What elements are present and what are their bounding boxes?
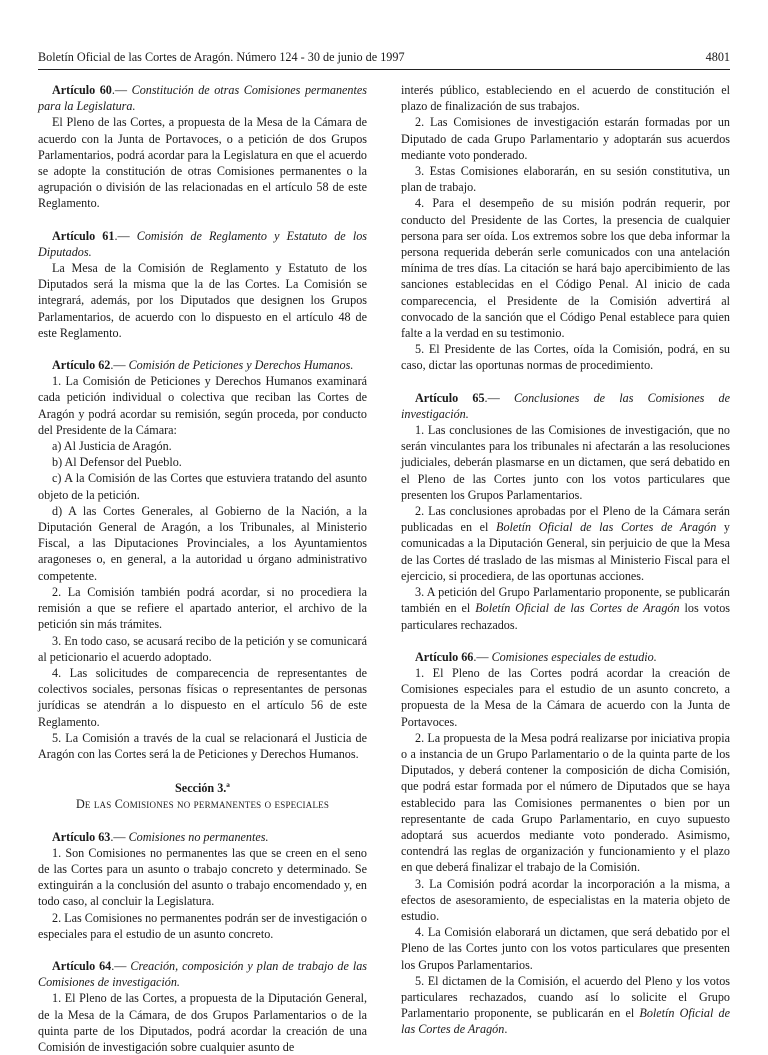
paragraph: 1. El Pleno de las Cortes, a propuesta de la Diputación General, de la Mesa de la Cámara, de dos Grupos Parlamentarios o de la quinta parte de los Diputados, podrá acordar la creación de una Comisión de investigación sobre cualquier asunto de xyxy=(38,991,367,1054)
article-heading: Artículo 60.— Constitución de otras Comisiones permanentes para la Legislatura. xyxy=(38,83,367,114)
article-heading: Artículo 65.— Conclusiones de las Comisiones de investigación. xyxy=(401,390,730,421)
section-heading xyxy=(38,780,367,812)
paragraph: d) A las Cortes Generales, al Gobierno de la Nación, a la Diputación General de Aragón, a los Tribunales, al Ministerio Fiscal, a las Diputaciones Provinciales, a los Ayuntamientos aragoneses o, en general, a la autoridad u órgano administrativo competente. xyxy=(38,503,367,583)
article-61 xyxy=(38,228,367,341)
paragraph: 5. La Comisión a través de la cual se relacionará el Justicia de Aragón con las Cortes será la de Peticiones y Derechos Humanos. xyxy=(38,730,367,761)
article-65 xyxy=(401,390,730,633)
paragraph: interés público, estableciendo en el acuerdo de constitución el plazo de finalización de sus trabajos. xyxy=(401,83,730,114)
paragraph: 3. Estas Comisiones elaborarán, en su sesión constitutiva, un plan de trabajo. xyxy=(401,164,730,195)
article-heading: Artículo 64.— Creación, composición y plan de trabajo de las Comisiones de investigación. xyxy=(38,958,367,990)
paragraph: 4. Las solicitudes de comparecencia de representantes de colectivos sociales, personas físicas o representantes de personas jurídicas se atendrán a lo dispuesto en el artículo 56 de este Reglamento. xyxy=(38,665,367,729)
left-column xyxy=(38,82,367,1055)
paragraph: La Mesa de la Comisión de Reglamento y Estatuto de los Diputados será la misma que la de las Cortes. La Comisión se integrará, además, por los Diputados que designen los Grupos Parlamentarios, de acuerdo con lo dispuesto en el artículo 48 de este Reglamento. xyxy=(38,261,367,340)
page-header xyxy=(38,48,730,70)
paragraph: 4. La Comisión elaborará un dictamen, que será debatido por el Pleno de las Cortes junto con los votos particulares que presenten los Grupos Parlamentarios. xyxy=(401,925,730,972)
paragraph: 5. El Presidente de las Cortes, oída la Comisión, podrá, en su caso, dictar las oportunas normas de procedimiento. xyxy=(401,342,730,373)
paragraph: c) A la Comisión de las Cortes que estuviera tratando del asunto objeto de la petición. xyxy=(38,471,367,502)
article-62 xyxy=(38,357,367,762)
paragraph: 3. La Comisión podrá acordar la incorporación a la misma, a efectos de asesoramiento, de especialistas en la materia objeto de estudio. xyxy=(401,876,730,923)
paragraph: 2. Las Comisiones no permanentes podrán ser de investigación o especiales para el estudio de un asunto concreto. xyxy=(38,910,367,941)
article-64-continued xyxy=(401,82,730,374)
article-heading: Artículo 61.— Comisión de Reglamento y Estatuto de los Diputados. xyxy=(38,228,367,259)
page-number: 4801 xyxy=(705,50,730,64)
paragraph: 5. El dictamen de la Comisión, el acuerdo del Pleno y los votos particulares rechazados, cuando así lo solicite el Grupo Parlamentario proponente, se publicarán en el Boletín Oficial de las Cortes de Aragón. xyxy=(401,973,731,1037)
article-66 xyxy=(401,649,730,1038)
article-heading: Artículo 66.— Comisiones especiales de estudio. xyxy=(415,649,657,664)
paragraph: 1. Las conclusiones de las Comisiones de investigación, que no serán vinculantes para los tribunales ni afectarán a las resoluciones judiciales, deberán plasmarse en un dictamen, que será debatido en el Pleno de las Cortes junto con los votos particulares que presenten los Grupos Parlamentarios. xyxy=(401,423,730,502)
paragraph: 2. La Comisión también podrá acordar, si no procediera la remisión a que se refiere el apartado anterior, el archivo de la petición sin más trámites. xyxy=(38,584,367,632)
paragraph: 3. A petición del Grupo Parlamentario proponente, se publicarán también en el Boletín Oficial de las Cortes de Aragón los votos particulares rechazados. xyxy=(401,585,730,632)
paragraph: 1. El Pleno de las Cortes podrá acordar la creación de Comisiones especiales para el estudio de un asunto concreto, a propuesta de la Mesa de la Cámara de acuerdo con la Junta de Portavoces. xyxy=(401,665,730,729)
paragraph: 2. La propuesta de la Mesa podrá realizarse por iniciativa propia o a instancia de un Grupo Parlamentario o de la quinta parte de los Diputados, y deberá contener la composición de dicha Comisión, que podrá estar formada por el número de Diputados que se haya establecido para las Comisiones permanentes o bien por un representante de cada Grupo Parlamentario, en cuyo supuesto adoptará sus acuerdos mediante voto ponderado. Asimismo, contendrá las reglas de organización y funcionamiento y el plazo en que deberá finalizar el trabajo de la Comisión. xyxy=(401,730,730,875)
article-heading: Artículo 63.— Comisiones no permanentes. xyxy=(52,829,269,844)
paragraph: 2. Las conclusiones aprobadas por el Pleno de la Cámara serán publicadas en el Boletín Oficial de las Cortes de Aragón y comunicadas a la Diputación General, sin perjuicio de que la Mesa de las Cortes dé traslado de las mismas al Ministerio Fiscal para el ejercicio, si procediera, de las oportunas acciones. xyxy=(401,504,730,583)
paragraph: 4. Para el desempeño de su misión podrán requerir, por conducto del Presidente de las Cortes, la presencia de cualquier persona para ser oída. Los extremos sobre los que deba informar la persona requerida deberán serle comunicados con una antelación mínima de tres días. La citación se hará bajo apercibimiento de las sanciones establecidas en el Código Penal. Al inicio de cada comparecencia, el Presidente de la Comisión advertirá al convocado de la sanción que el Código Penal establece para quien falte a la verdad en su testimonio. xyxy=(401,196,730,341)
article-heading: Artículo 62.— Comisión de Peticiones y Derechos Humanos. xyxy=(52,358,354,373)
paragraph: b) Al Defensor del Pueblo. xyxy=(52,455,182,470)
paragraph: 1. La Comisión de Peticiones y Derechos Humanos examinará cada petición individual o colectiva que reciban las Cortes de Aragón y podrá acordar su remisión, según proceda, por conducto del Presidente de la Cámara: xyxy=(38,374,367,437)
publication-title: Boletín Oficial de las Cortes de Aragón. Número 124 - 30 de junio de 1997 xyxy=(38,50,405,64)
section-title: Sección 3.ª xyxy=(175,781,230,796)
paragraph: 1. Son Comisiones no permanentes las que se creen en el seno de las Cortes para un asunto o trabajo concreto y determinado. Se extinguirán a la conclusión del asunto o trabajo encomendado y, en todo caso, al concluir la Legislatura. xyxy=(38,845,367,909)
right-column xyxy=(401,82,730,1038)
article-60 xyxy=(38,82,367,212)
section-subtitle: De las Comisiones no permanentes o especiales xyxy=(75,797,330,812)
paragraph: a) Al Justicia de Aragón. xyxy=(52,439,172,454)
paragraph: 3. En todo caso, se acusará recibo de la petición y se comunicará al peticionario el acuerdo adoptado. xyxy=(38,633,367,664)
paragraph: 2. Las Comisiones de investigación estarán formadas por un Diputado de cada Grupo Parlamentario y adoptarán sus acuerdos mediante voto ponderado. xyxy=(401,115,730,162)
paragraph: El Pleno de las Cortes, a propuesta de la Mesa de la Cámara de acuerdo con la Junta de Portavoces, o a petición de dos Grupos Parlamentarios, podrá acordar para la Legislatura en que el acuerdo se adopte la constitución de otras Comisiones permanentes o la agrupación o división de las relacionadas en el artículo 58 de este Reglamento. xyxy=(38,115,367,211)
article-63 xyxy=(38,829,367,942)
article-64 xyxy=(38,958,367,1055)
